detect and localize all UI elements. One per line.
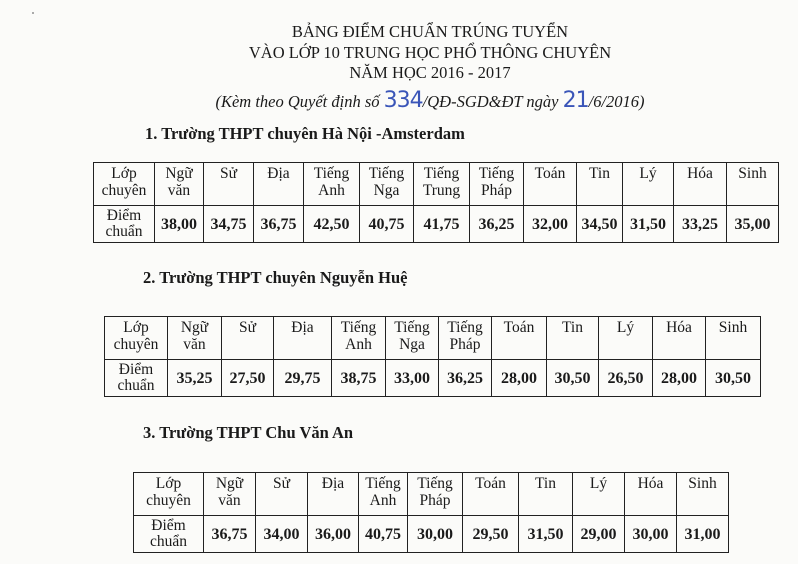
subject-header-cell: Sử xyxy=(204,163,254,206)
score-cell: 36,25 xyxy=(470,206,524,243)
class-label-cell: Lớp chuyên xyxy=(134,473,204,516)
scan-speck xyxy=(32,12,34,14)
score-cell: 42,50 xyxy=(304,206,360,243)
score-label-cell: Điểm chuẩn xyxy=(94,206,155,243)
subject-header-cell: Lý xyxy=(623,163,674,206)
score-cell: 31,50 xyxy=(623,206,674,243)
score-cell: 27,50 xyxy=(222,360,274,397)
subject-header-cell: Sử xyxy=(256,473,308,516)
decision-day: 21 xyxy=(562,88,589,113)
school-3-title: 3. Trường THPT Chu Văn An xyxy=(143,423,354,442)
score-cell: 30,00 xyxy=(625,516,677,553)
class-label-cell: Lớp chuyên xyxy=(105,317,168,360)
score-row xyxy=(105,360,761,397)
subject-header-cell: Tiếng Anh xyxy=(304,163,360,206)
subject-header-cell: Tiếng Nga xyxy=(386,317,439,360)
subject-header-cell: Tiếng Pháp xyxy=(470,163,524,206)
doc-title-line1: BẢNG ĐIỂM CHUẨN TRÚNG TUYỂN xyxy=(291,22,569,41)
subject-header-row xyxy=(105,317,761,360)
score-cell: 35,00 xyxy=(727,206,779,243)
subject-header-cell: Tin xyxy=(577,163,623,206)
subject-header-cell: Địa xyxy=(274,317,332,360)
subject-header-cell: Tiếng Anh xyxy=(332,317,386,360)
score-label-cell: Điểm chuẩn xyxy=(105,360,168,397)
subject-header-cell: Tiếng Trung xyxy=(414,163,470,206)
subject-header-cell: Tiếng Pháp xyxy=(408,473,463,516)
score-cell: 41,75 xyxy=(414,206,470,243)
subject-header-cell: Sinh xyxy=(706,317,761,360)
subject-header-cell: Sinh xyxy=(677,473,729,516)
subject-header-cell: Lý xyxy=(573,473,625,516)
score-cell: 34,75 xyxy=(204,206,254,243)
score-cell: 30,50 xyxy=(547,360,599,397)
subject-header-row xyxy=(134,473,729,516)
subject-header-cell: Tiếng Nga xyxy=(360,163,414,206)
score-cell: 26,50 xyxy=(599,360,653,397)
score-cell: 30,50 xyxy=(706,360,761,397)
score-cell: 40,75 xyxy=(359,516,408,553)
subject-header-cell: Hóa xyxy=(625,473,677,516)
score-cell: 28,00 xyxy=(492,360,547,397)
subject-header-cell: Tiếng Anh xyxy=(359,473,408,516)
subject-header-cell: Tin xyxy=(547,317,599,360)
doc-title-line3: NĂM HỌC 2016 - 2017 xyxy=(349,63,511,82)
score-cell: 35,25 xyxy=(168,360,222,397)
subject-header-cell: Tin xyxy=(519,473,573,516)
subject-header-cell: Sinh xyxy=(727,163,779,206)
score-label-cell: Điểm chuẩn xyxy=(134,516,204,553)
decision-number: 334 xyxy=(383,88,423,113)
subject-header-cell: Ngữ văn xyxy=(168,317,222,360)
subject-header-cell: Toán xyxy=(463,473,519,516)
subject-header-cell: Hóa xyxy=(653,317,706,360)
score-cell: 31,50 xyxy=(519,516,573,553)
score-row xyxy=(134,516,729,553)
subject-header-cell: Lý xyxy=(599,317,653,360)
note-middle: /QĐ-SGD&ĐT ngày xyxy=(422,92,563,111)
school-2-score-table xyxy=(104,316,761,397)
score-cell: 32,00 xyxy=(524,206,577,243)
score-cell: 36,75 xyxy=(254,206,304,243)
score-cell: 30,00 xyxy=(408,516,463,553)
school-2-title: 2. Trường THPT chuyên Nguyễn Huệ xyxy=(143,268,408,287)
score-cell: 29,75 xyxy=(274,360,332,397)
subject-header-cell: Sử xyxy=(222,317,274,360)
subject-header-cell: Tiếng Pháp xyxy=(439,317,492,360)
score-cell: 33,00 xyxy=(386,360,439,397)
score-cell: 29,00 xyxy=(573,516,625,553)
subject-header-cell: Toán xyxy=(492,317,547,360)
score-cell: 38,00 xyxy=(155,206,204,243)
subject-header-cell: Địa xyxy=(308,473,359,516)
school-1-title: 1. Trường THPT chuyên Hà Nội -Amsterdam xyxy=(145,124,465,143)
score-cell: 34,50 xyxy=(577,206,623,243)
subject-header-cell: Ngữ văn xyxy=(155,163,204,206)
class-label-cell: Lớp chuyên xyxy=(94,163,155,206)
score-cell: 36,25 xyxy=(439,360,492,397)
note-prefix: (Kèm theo Quyết định số xyxy=(215,92,384,111)
subject-header-row xyxy=(94,163,779,206)
subject-header-cell: Ngữ văn xyxy=(204,473,256,516)
subject-header-cell: Địa xyxy=(254,163,304,206)
school-1-score-table xyxy=(93,162,779,243)
subject-header-cell: Hóa xyxy=(674,163,727,206)
subject-header-cell: Toán xyxy=(524,163,577,206)
score-cell: 33,25 xyxy=(674,206,727,243)
score-cell: 36,00 xyxy=(308,516,359,553)
note-suffix: /6/2016) xyxy=(588,92,645,111)
score-cell: 40,75 xyxy=(360,206,414,243)
decision-note xyxy=(0,88,798,113)
score-row xyxy=(94,206,779,243)
score-cell: 29,50 xyxy=(463,516,519,553)
score-cell: 28,00 xyxy=(653,360,706,397)
school-3-score-table xyxy=(133,472,729,553)
score-cell: 36,75 xyxy=(204,516,256,553)
doc-title-line2: VÀO LỚP 10 TRUNG HỌC PHỔ THÔNG CHUYÊN xyxy=(248,43,612,62)
score-cell: 38,75 xyxy=(332,360,386,397)
score-cell: 31,00 xyxy=(677,516,729,553)
score-cell: 34,00 xyxy=(256,516,308,553)
